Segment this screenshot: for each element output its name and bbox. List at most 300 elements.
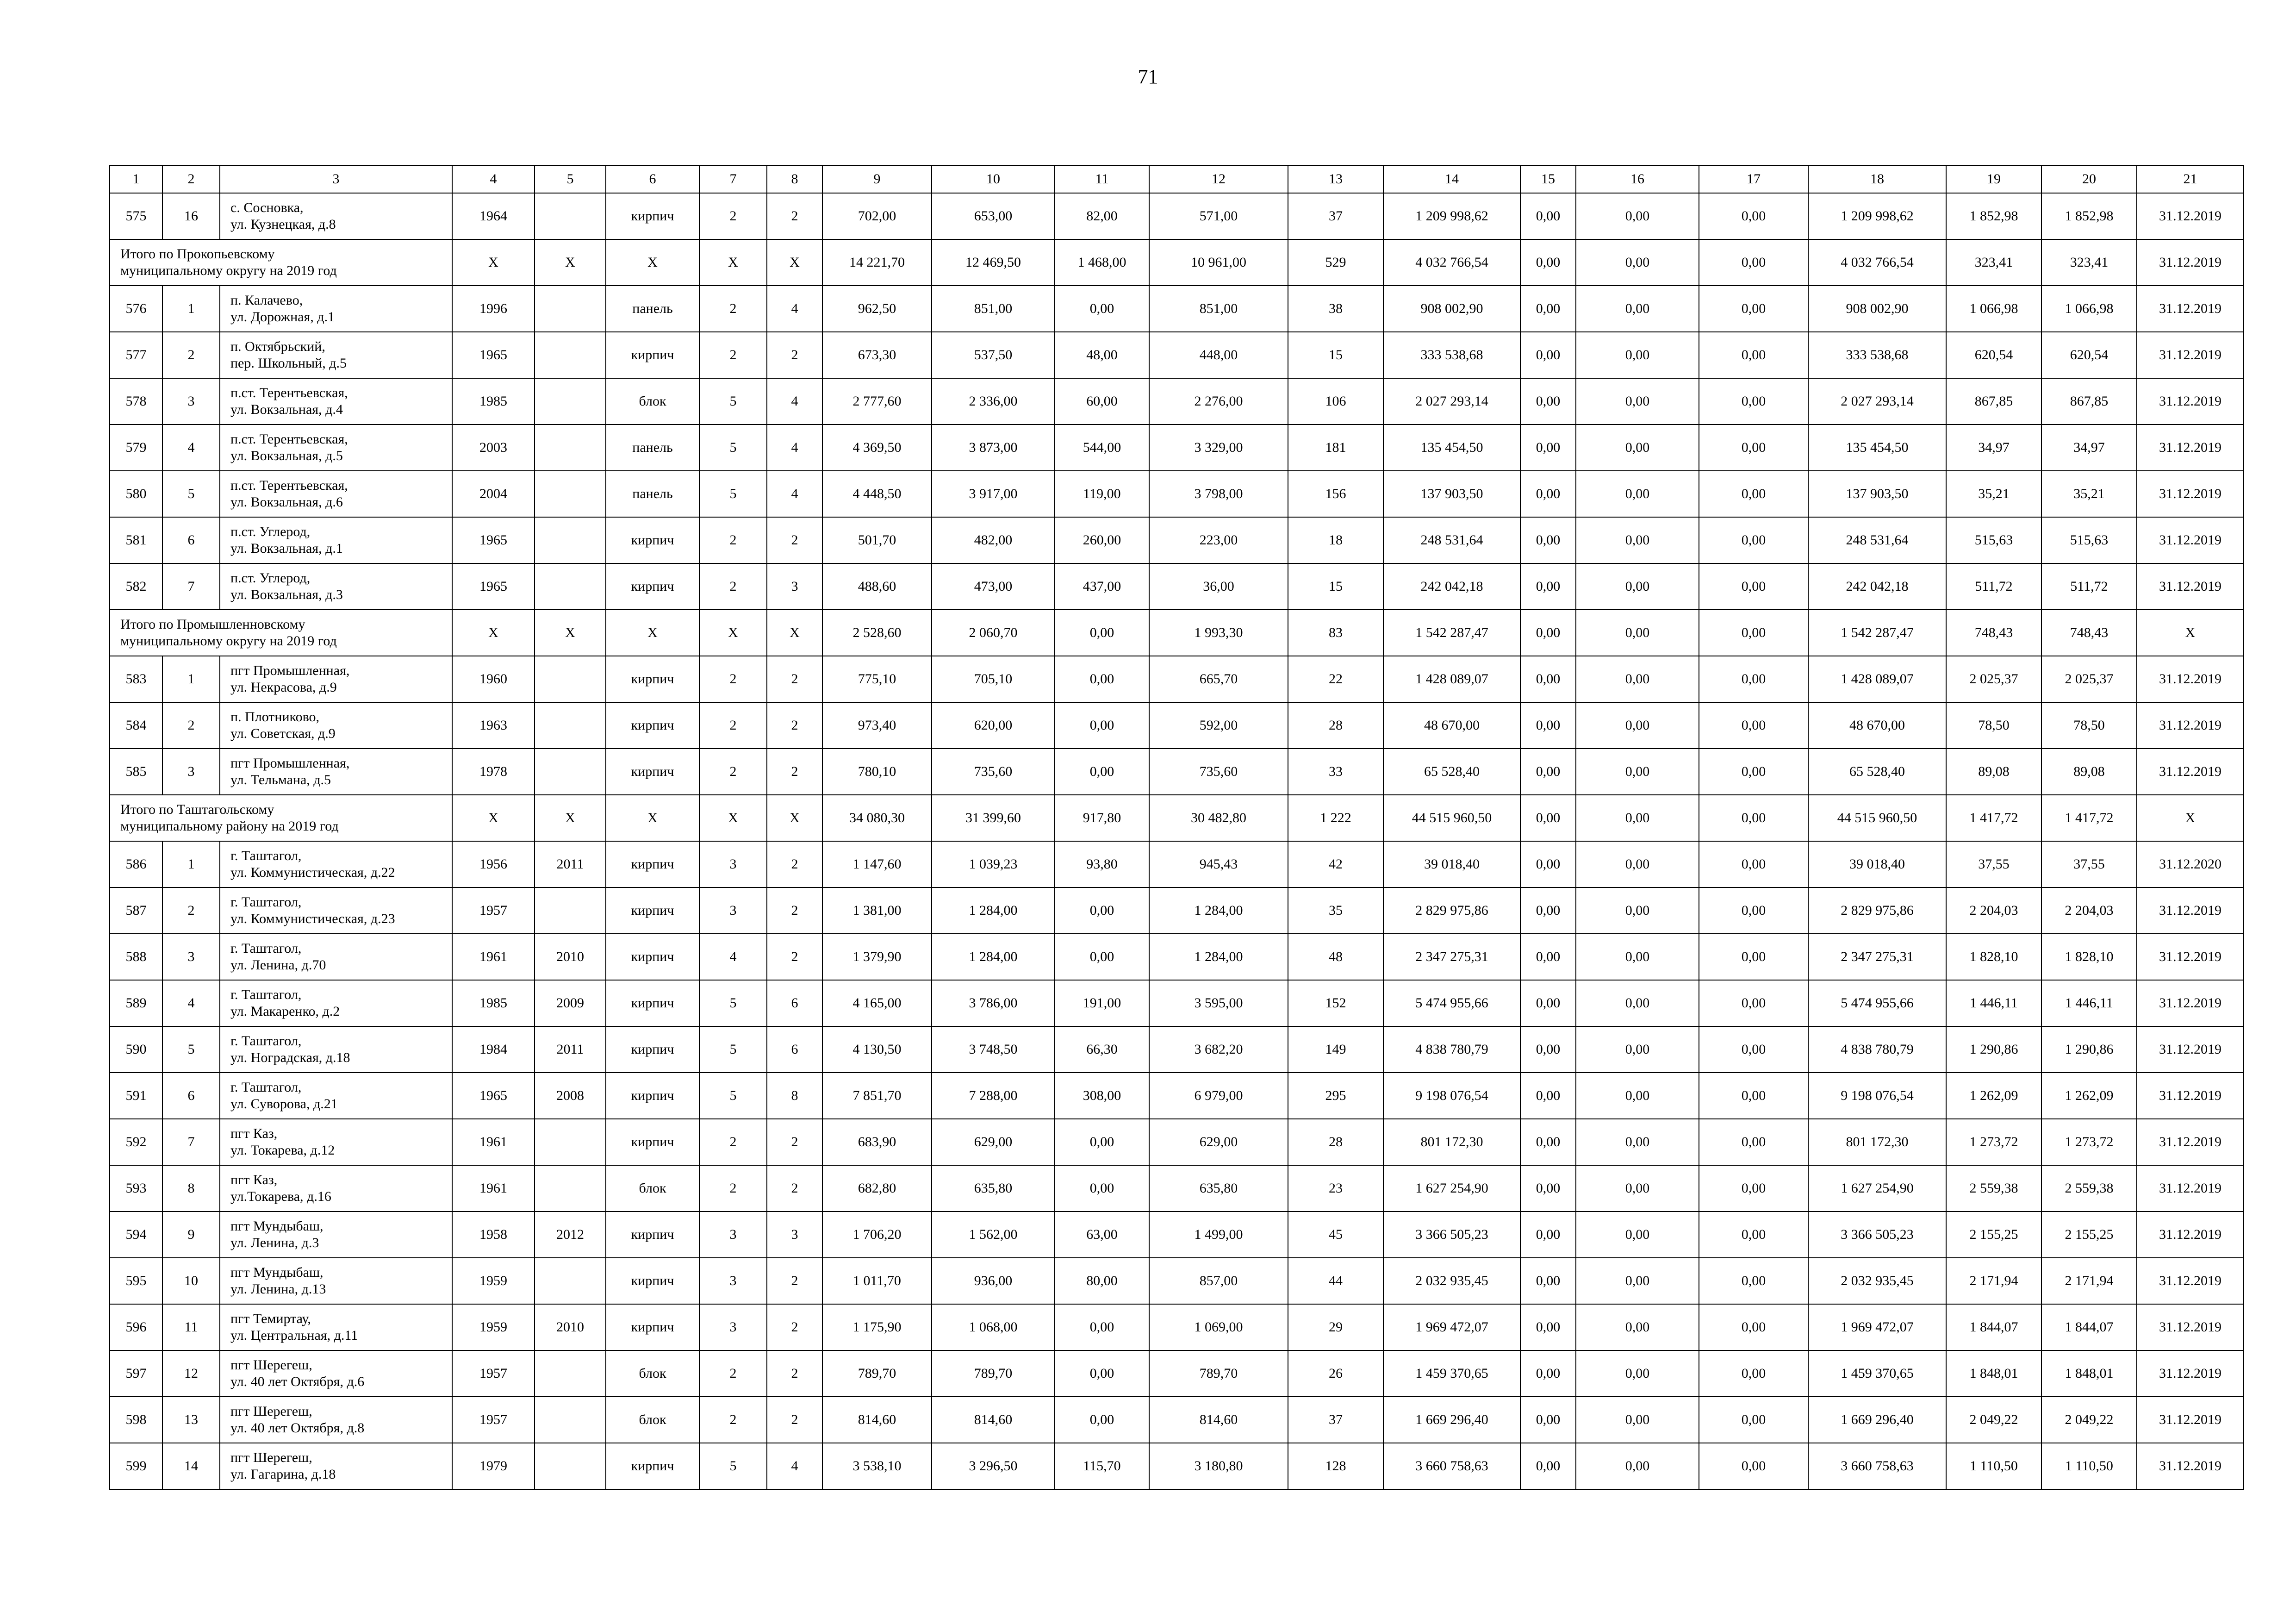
value-cell-10: 3 917,00 (932, 471, 1055, 517)
value-cell-5: 2010 (535, 1304, 606, 1350)
value-cell-18: 2 829 975,86 (1808, 887, 1946, 934)
value-cell-13: 48 (1288, 934, 1383, 980)
address-line: ул. Вокзальная, д.6 (230, 494, 343, 510)
value-cell-4: 1957 (452, 1350, 535, 1397)
subtotal-label-cell (110, 795, 452, 841)
value-cell-12: 945,43 (1149, 841, 1288, 887)
value-cell-5: 2012 (535, 1212, 606, 1258)
value-cell-12: 3 180,80 (1149, 1443, 1288, 1489)
value-cell-15: 0,00 (1520, 610, 1576, 656)
value-cell-15: 0,00 (1520, 471, 1576, 517)
value-cell-21: 31.12.2019 (2137, 1026, 2244, 1073)
value-cell-10: 653,00 (932, 193, 1055, 239)
subtotal-label-line: муниципальному району на 2019 год (120, 818, 339, 834)
value-cell-10: 3 786,00 (932, 980, 1055, 1026)
value-cell-19: 1 110,50 (1946, 1443, 2041, 1489)
value-cell-9: 488,60 (822, 563, 932, 610)
value-cell-11: 437,00 (1055, 563, 1149, 610)
address-cell (220, 471, 452, 517)
column-number-cell: 8 (767, 165, 822, 193)
value-cell-16: 0,00 (1576, 1119, 1699, 1165)
value-cell-12: 1 284,00 (1149, 934, 1288, 980)
table-row (110, 1304, 2244, 1350)
value-cell-16: 0,00 (1576, 286, 1699, 332)
value-cell-10: 1 562,00 (932, 1212, 1055, 1258)
value-cell-8: 2 (767, 887, 822, 934)
value-cell-7: 2 (699, 517, 767, 563)
value-cell-5: 2010 (535, 934, 606, 980)
value-cell-18: 48 670,00 (1808, 702, 1946, 749)
address-cell (220, 517, 452, 563)
value-cell-6: кирпич (606, 1212, 699, 1258)
address-line: г. Таштагол, (230, 1033, 302, 1049)
value-cell-12: 814,60 (1149, 1397, 1288, 1443)
value-cell-18: 3 660 758,63 (1808, 1443, 1946, 1489)
address-cell (220, 841, 452, 887)
address-cell (220, 286, 452, 332)
value-cell-4: 1961 (452, 1119, 535, 1165)
address-line: ул. Вокзальная, д.1 (230, 541, 343, 556)
value-cell-19: 2 204,03 (1946, 887, 2041, 934)
value-cell-19: 1 446,11 (1946, 980, 2041, 1026)
address-line: ул. Центральная, д.11 (230, 1328, 358, 1343)
value-cell-16: 0,00 (1576, 702, 1699, 749)
address-line: ул. Кузнецкая, д.8 (230, 217, 336, 232)
value-cell-9: 1 381,00 (822, 887, 932, 934)
value-cell-19: 78,50 (1946, 702, 2041, 749)
value-cell-14: 248 531,64 (1383, 517, 1520, 563)
value-cell-19: 2 155,25 (1946, 1212, 2041, 1258)
value-cell-15: 0,00 (1520, 425, 1576, 471)
value-cell-9: 4 130,50 (822, 1026, 932, 1073)
value-cell-5 (535, 749, 606, 795)
table-row (110, 1165, 2244, 1212)
value-cell-11: 0,00 (1055, 702, 1149, 749)
value-cell-14: 2 027 293,14 (1383, 378, 1520, 425)
value-cell-15: 0,00 (1520, 980, 1576, 1026)
value-cell-10: 537,50 (932, 332, 1055, 378)
value-cell-19: 1 848,01 (1946, 1350, 2041, 1397)
address-line: ул. Коммунистическая, д.23 (230, 911, 395, 926)
value-cell-4: X (452, 239, 535, 286)
value-cell-16: 0,00 (1576, 749, 1699, 795)
column-number-cell: 21 (2137, 165, 2244, 193)
value-cell-17: 0,00 (1699, 1165, 1808, 1212)
sub-number-cell: 3 (162, 749, 220, 795)
value-cell-18: 1 542 287,47 (1808, 610, 1946, 656)
value-cell-16: 0,00 (1576, 425, 1699, 471)
address-line: пгт Шерегеш, (230, 1450, 312, 1465)
sub-number-cell: 4 (162, 980, 220, 1026)
value-cell-15: 0,00 (1520, 934, 1576, 980)
value-cell-18: 1 428 089,07 (1808, 656, 1946, 702)
value-cell-6: кирпич (606, 980, 699, 1026)
value-cell-19: 323,41 (1946, 239, 2041, 286)
value-cell-15: 0,00 (1520, 1212, 1576, 1258)
value-cell-19: 89,08 (1946, 749, 2041, 795)
value-cell-21: X (2137, 610, 2244, 656)
value-cell-7: 3 (699, 1212, 767, 1258)
value-cell-13: 28 (1288, 702, 1383, 749)
table-row (110, 1212, 2244, 1258)
value-cell-14: 65 528,40 (1383, 749, 1520, 795)
address-cell (220, 1165, 452, 1212)
address-cell (220, 1026, 452, 1073)
address-line: пгт Каз, (230, 1126, 278, 1141)
value-cell-19: 37,55 (1946, 841, 2041, 887)
column-number-cell: 16 (1576, 165, 1699, 193)
value-cell-16: 0,00 (1576, 1212, 1699, 1258)
value-cell-15: 0,00 (1520, 1304, 1576, 1350)
value-cell-14: 1 459 370,65 (1383, 1350, 1520, 1397)
value-cell-21: 31.12.2019 (2137, 1119, 2244, 1165)
value-cell-15: 0,00 (1520, 193, 1576, 239)
value-cell-9: 702,00 (822, 193, 932, 239)
value-cell-12: 30 482,80 (1149, 795, 1288, 841)
value-cell-21: 31.12.2019 (2137, 1350, 2244, 1397)
value-cell-13: 28 (1288, 1119, 1383, 1165)
value-cell-21: 31.12.2019 (2137, 286, 2244, 332)
table-row (110, 1350, 2244, 1397)
table-row (110, 1119, 2244, 1165)
value-cell-16: 0,00 (1576, 1073, 1699, 1119)
address-line: ул. Вокзальная, д.4 (230, 402, 343, 417)
value-cell-21: 31.12.2019 (2137, 1397, 2244, 1443)
value-cell-13: 152 (1288, 980, 1383, 1026)
value-cell-17: 0,00 (1699, 841, 1808, 887)
address-line: г. Таштагол, (230, 1080, 302, 1095)
value-cell-18: 2 027 293,14 (1808, 378, 1946, 425)
value-cell-20: 867,85 (2041, 378, 2137, 425)
value-cell-13: 181 (1288, 425, 1383, 471)
value-cell-14: 135 454,50 (1383, 425, 1520, 471)
value-cell-12: 6 979,00 (1149, 1073, 1288, 1119)
value-cell-12: 3 329,00 (1149, 425, 1288, 471)
row-number-cell: 589 (110, 980, 162, 1026)
value-cell-12: 851,00 (1149, 286, 1288, 332)
value-cell-18: 248 531,64 (1808, 517, 1946, 563)
address-line: г. Таштагол, (230, 987, 302, 1002)
value-cell-17: 0,00 (1699, 656, 1808, 702)
address-cell (220, 934, 452, 980)
table-row (110, 656, 2244, 702)
value-cell-6: панель (606, 286, 699, 332)
address-line: ул. Токарева, д.12 (230, 1143, 335, 1158)
value-cell-14: 908 002,90 (1383, 286, 1520, 332)
value-cell-13: 15 (1288, 563, 1383, 610)
sub-number-cell: 7 (162, 563, 220, 610)
value-cell-9: 789,70 (822, 1350, 932, 1397)
address-line: п.ст. Углерод, (230, 524, 311, 539)
value-cell-8: X (767, 239, 822, 286)
value-cell-7: X (699, 239, 767, 286)
sub-number-cell: 14 (162, 1443, 220, 1489)
value-cell-5 (535, 193, 606, 239)
address-cell (220, 656, 452, 702)
row-number-cell: 596 (110, 1304, 162, 1350)
value-cell-19: 1 828,10 (1946, 934, 2041, 980)
page-number: 71 (1138, 65, 1158, 88)
row-number-cell: 577 (110, 332, 162, 378)
address-line: пгт Мундыбаш, (230, 1265, 324, 1280)
sub-number-cell: 10 (162, 1258, 220, 1304)
address-line: п. Плотниково, (230, 709, 320, 725)
value-cell-11: 0,00 (1055, 286, 1149, 332)
value-cell-11: 115,70 (1055, 1443, 1149, 1489)
value-cell-7: 4 (699, 934, 767, 980)
address-line: ул. Суворова, д.21 (230, 1096, 338, 1112)
address-line: ул. Вокзальная, д.3 (230, 587, 343, 602)
value-cell-20: 1 273,72 (2041, 1119, 2137, 1165)
value-cell-14: 1 669 296,40 (1383, 1397, 1520, 1443)
address-line: п. Калачево, (230, 293, 303, 308)
subtotal-label-line: Итого по Прокопьевскому (120, 246, 275, 262)
address-line: ул. Ноградская, д.18 (230, 1050, 350, 1065)
column-number-cell: 7 (699, 165, 767, 193)
row-number-cell: 586 (110, 841, 162, 887)
value-cell-9: 683,90 (822, 1119, 932, 1165)
value-cell-16: 0,00 (1576, 887, 1699, 934)
value-cell-17: 0,00 (1699, 1397, 1808, 1443)
value-cell-11: 0,00 (1055, 887, 1149, 934)
value-cell-11: 93,80 (1055, 841, 1149, 887)
value-cell-10: 705,10 (932, 656, 1055, 702)
value-cell-5: 2009 (535, 980, 606, 1026)
table-row (110, 1258, 2244, 1304)
value-cell-11: 0,00 (1055, 749, 1149, 795)
value-cell-6: кирпич (606, 1258, 699, 1304)
value-cell-6: панель (606, 471, 699, 517)
value-cell-12: 3 798,00 (1149, 471, 1288, 517)
value-cell-7: 2 (699, 702, 767, 749)
value-cell-15: 0,00 (1520, 656, 1576, 702)
value-cell-8: 8 (767, 1073, 822, 1119)
row-number-cell: 591 (110, 1073, 162, 1119)
value-cell-21: 31.12.2019 (2137, 1073, 2244, 1119)
value-cell-11: 63,00 (1055, 1212, 1149, 1258)
value-cell-19: 2 171,94 (1946, 1258, 2041, 1304)
column-number-cell: 10 (932, 165, 1055, 193)
value-cell-5 (535, 702, 606, 749)
value-cell-18: 2 347 275,31 (1808, 934, 1946, 980)
value-cell-20: 1 852,98 (2041, 193, 2137, 239)
value-cell-12: 2 276,00 (1149, 378, 1288, 425)
value-cell-11: 82,00 (1055, 193, 1149, 239)
address-line: г. Таштагол, (230, 941, 302, 956)
address-line: г. Таштагол, (230, 894, 302, 910)
value-cell-12: 10 961,00 (1149, 239, 1288, 286)
address-cell (220, 1119, 452, 1165)
value-cell-6: кирпич (606, 841, 699, 887)
row-number-cell: 575 (110, 193, 162, 239)
value-cell-20: 35,21 (2041, 471, 2137, 517)
value-cell-20: 2 025,37 (2041, 656, 2137, 702)
value-cell-8: 2 (767, 193, 822, 239)
value-cell-20: 2 171,94 (2041, 1258, 2137, 1304)
value-cell-14: 2 347 275,31 (1383, 934, 1520, 980)
value-cell-9: 973,40 (822, 702, 932, 749)
value-cell-15: 0,00 (1520, 1026, 1576, 1073)
table-row (110, 193, 2244, 239)
value-cell-6: кирпич (606, 517, 699, 563)
value-cell-4: 1961 (452, 934, 535, 980)
value-cell-5: 2011 (535, 841, 606, 887)
row-number-cell: 585 (110, 749, 162, 795)
value-cell-18: 1 627 254,90 (1808, 1165, 1946, 1212)
value-cell-13: 23 (1288, 1165, 1383, 1212)
sub-number-cell: 2 (162, 702, 220, 749)
value-cell-18: 1 209 998,62 (1808, 193, 1946, 239)
value-cell-15: 0,00 (1520, 563, 1576, 610)
sub-number-cell: 13 (162, 1397, 220, 1443)
address-line: ул. Макаренко, д.2 (230, 1004, 340, 1019)
value-cell-15: 0,00 (1520, 1397, 1576, 1443)
row-number-cell: 598 (110, 1397, 162, 1443)
value-cell-4: 1959 (452, 1258, 535, 1304)
row-number-cell: 593 (110, 1165, 162, 1212)
value-cell-16: 0,00 (1576, 1165, 1699, 1212)
value-cell-16: 0,00 (1576, 193, 1699, 239)
value-cell-18: 1 669 296,40 (1808, 1397, 1946, 1443)
sub-number-cell: 7 (162, 1119, 220, 1165)
value-cell-15: 0,00 (1520, 378, 1576, 425)
address-cell (220, 980, 452, 1026)
value-cell-20: 1 290,86 (2041, 1026, 2137, 1073)
value-cell-21: 31.12.2019 (2137, 749, 2244, 795)
value-cell-21: 31.12.2020 (2137, 841, 2244, 887)
value-cell-15: 0,00 (1520, 286, 1576, 332)
value-cell-16: 0,00 (1576, 841, 1699, 887)
value-cell-10: 482,00 (932, 517, 1055, 563)
value-cell-6: X (606, 610, 699, 656)
address-line: г. Таштагол, (230, 848, 302, 863)
value-cell-17: 0,00 (1699, 425, 1808, 471)
value-cell-19: 511,72 (1946, 563, 2041, 610)
value-cell-20: 1 446,11 (2041, 980, 2137, 1026)
value-cell-7: 2 (699, 1397, 767, 1443)
value-cell-10: 1 068,00 (932, 1304, 1055, 1350)
value-cell-6: блок (606, 1165, 699, 1212)
value-cell-8: 6 (767, 1026, 822, 1073)
address-line: ул. Дорожная, д.1 (230, 309, 335, 325)
value-cell-21: 31.12.2019 (2137, 887, 2244, 934)
value-cell-21: 31.12.2019 (2137, 1443, 2244, 1489)
row-number-cell: 595 (110, 1258, 162, 1304)
value-cell-18: 333 538,68 (1808, 332, 1946, 378)
value-cell-8: 2 (767, 702, 822, 749)
value-cell-13: 295 (1288, 1073, 1383, 1119)
value-cell-18: 3 366 505,23 (1808, 1212, 1946, 1258)
column-number-cell: 14 (1383, 165, 1520, 193)
value-cell-17: 0,00 (1699, 517, 1808, 563)
address-cell (220, 887, 452, 934)
value-cell-17: 0,00 (1699, 1258, 1808, 1304)
value-cell-4: 1965 (452, 563, 535, 610)
value-cell-19: 1 417,72 (1946, 795, 2041, 841)
value-cell-6: кирпич (606, 332, 699, 378)
subtotal-row (110, 239, 2244, 286)
column-number-cell: 15 (1520, 165, 1576, 193)
value-cell-18: 1 969 472,07 (1808, 1304, 1946, 1350)
value-cell-13: 37 (1288, 1397, 1383, 1443)
value-cell-8: 4 (767, 378, 822, 425)
value-cell-4: 1959 (452, 1304, 535, 1350)
value-cell-5: X (535, 239, 606, 286)
subtotal-label-line: муниципальному округу на 2019 год (120, 633, 337, 649)
value-cell-9: 501,70 (822, 517, 932, 563)
table-row (110, 517, 2244, 563)
address-line: ул. 40 лет Октября, д.8 (230, 1420, 365, 1436)
value-cell-10: 1 284,00 (932, 934, 1055, 980)
value-cell-5 (535, 332, 606, 378)
value-cell-21: 31.12.2019 (2137, 425, 2244, 471)
value-cell-7: 5 (699, 1073, 767, 1119)
value-cell-12: 3 595,00 (1149, 980, 1288, 1026)
value-cell-20: 748,43 (2041, 610, 2137, 656)
value-cell-7: 2 (699, 286, 767, 332)
value-cell-8: 6 (767, 980, 822, 1026)
value-cell-12: 857,00 (1149, 1258, 1288, 1304)
value-cell-8: 4 (767, 471, 822, 517)
row-number-cell: 583 (110, 656, 162, 702)
value-cell-19: 1 852,98 (1946, 193, 2041, 239)
value-cell-13: 42 (1288, 841, 1383, 887)
value-cell-6: кирпич (606, 193, 699, 239)
value-cell-8: X (767, 795, 822, 841)
value-cell-9: 3 538,10 (822, 1443, 932, 1489)
column-number-cell: 9 (822, 165, 932, 193)
value-cell-4: 1965 (452, 332, 535, 378)
value-cell-18: 2 032 935,45 (1808, 1258, 1946, 1304)
value-cell-20: 515,63 (2041, 517, 2137, 563)
address-line: пгт Мундыбаш, (230, 1218, 324, 1234)
value-cell-6: кирпич (606, 702, 699, 749)
value-cell-4: 1985 (452, 378, 535, 425)
sub-number-cell: 1 (162, 841, 220, 887)
address-line: п.ст. Углерод, (230, 570, 311, 586)
value-cell-14: 3 660 758,63 (1383, 1443, 1520, 1489)
value-cell-14: 44 515 960,50 (1383, 795, 1520, 841)
value-cell-20: 2 049,22 (2041, 1397, 2137, 1443)
value-cell-7: 2 (699, 563, 767, 610)
table-row (110, 1397, 2244, 1443)
value-cell-12: 571,00 (1149, 193, 1288, 239)
address-line: ул. Ленина, д.13 (230, 1281, 326, 1297)
value-cell-4: 1984 (452, 1026, 535, 1073)
value-cell-14: 3 366 505,23 (1383, 1212, 1520, 1258)
value-cell-20: 620,54 (2041, 332, 2137, 378)
value-cell-4: 1960 (452, 656, 535, 702)
value-cell-15: 0,00 (1520, 1119, 1576, 1165)
address-cell (220, 378, 452, 425)
value-cell-17: 0,00 (1699, 702, 1808, 749)
value-cell-9: 1 175,90 (822, 1304, 932, 1350)
value-cell-5: 2011 (535, 1026, 606, 1073)
value-cell-16: 0,00 (1576, 1443, 1699, 1489)
value-cell-4: 1963 (452, 702, 535, 749)
value-cell-14: 48 670,00 (1383, 702, 1520, 749)
value-cell-10: 851,00 (932, 286, 1055, 332)
value-cell-9: 4 369,50 (822, 425, 932, 471)
value-cell-16: 0,00 (1576, 378, 1699, 425)
address-line: ул. Тельмана, д.5 (230, 772, 331, 787)
address-line: ул. 40 лет Октября, д.6 (230, 1374, 365, 1389)
value-cell-14: 1 209 998,62 (1383, 193, 1520, 239)
value-cell-4: 1957 (452, 1397, 535, 1443)
value-cell-12: 629,00 (1149, 1119, 1288, 1165)
value-cell-19: 2 025,37 (1946, 656, 2041, 702)
row-number-cell: 588 (110, 934, 162, 980)
